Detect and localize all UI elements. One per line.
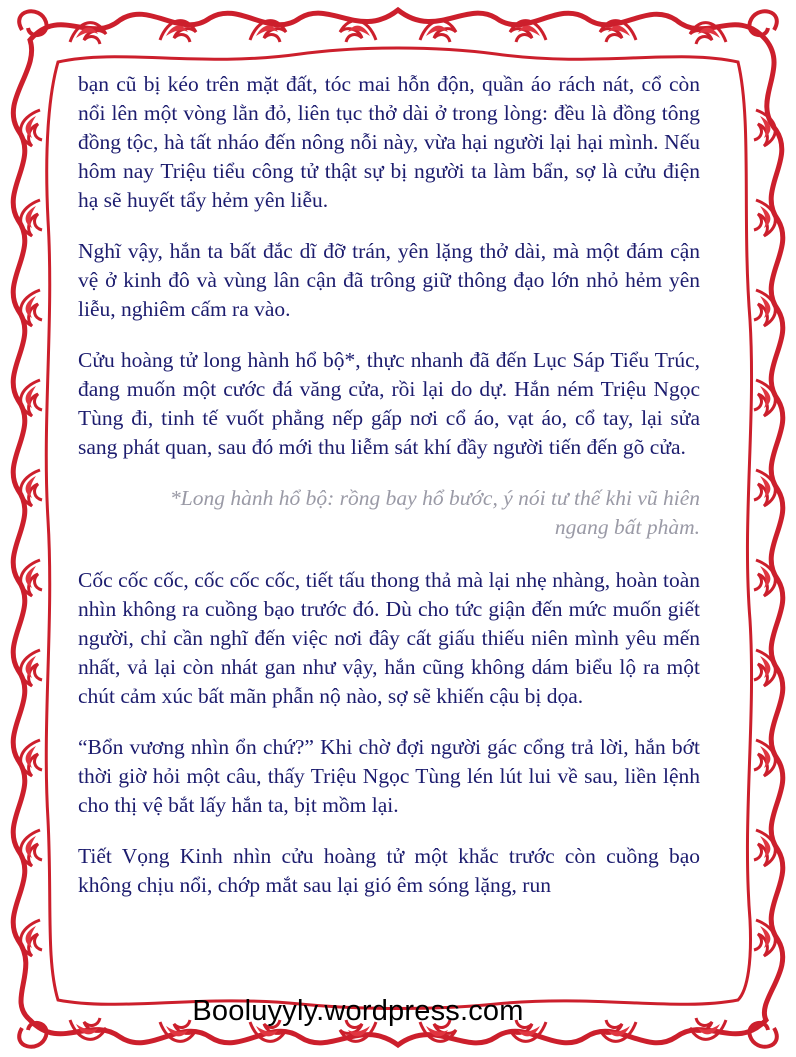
paragraph-1: bạn cũ bị kéo trên mặt đất, tóc mai hỗn độn, quần áo rách nát, cổ còn nổi lên một vòng lằn đỏ, liên tục thở dài ở trong lòng: đều là đồng tông đồng tộc, hà tất nháo đến nông nỗi này, vừa hại người lại hại mình. Nếu hôm nay Triệu tiểu công tử thật sự bị người ta làm bẩn, sợ là cửu điện hạ sẽ huyết tẩy hẻm yên liễu. <box>78 72 700 212</box>
paragraph-5: “Bổn vương nhìn ổn chứ?” Khi chờ đợi người gác cổng trả lời, hắn bớt thời giờ hỏi một câu, thấy Triệu Ngọc Tùng lén lút lui về sau, liền lệnh cho thị vệ bắt lấy hắn ta, bịt mồm lại. <box>78 735 700 817</box>
paragraph-6: Tiết Vọng Kinh nhìn cửu hoàng tử một khắc trước còn cuồng bạo không chịu nổi, chớp mắt sau lại gió êm sóng lặng, run <box>78 844 700 897</box>
watermark: Booluyyly.wordpress.com <box>192 995 524 1027</box>
paragraph-2: Nghĩ vậy, hắn ta bất đắc dĩ đỡ trán, yên lặng thở dài, mà một đám cận vệ ở kinh đô và vùng lân cận đã trông giữ thông đạo lớn nhỏ hẻm yên liễu, nghiêm cấm ra vào. <box>78 239 700 321</box>
paragraph-3: Cửu hoàng tử long hành hổ bộ*, thực nhanh đã đến Lục Sáp Tiểu Trúc, đang muốn một cước đá văng cửa, rồi lại do dự. Hắn ném Triệu Ngọc Tùng đi, tinh tế vuốt phẳng nếp gấp nơi cổ áo, vạt áo, cổ tay, lại sửa sang phát quan, sau đó mới thu liễm sát khí đầy người tiến đến gõ cửa. <box>78 348 700 459</box>
paragraph-4: Cốc cốc cốc, cốc cốc cốc, tiết tấu thong thả mà lại nhẹ nhàng, hoàn toàn nhìn không ra cuồng bạo trước đó. Dù cho tức giận đến mức muốn giết người, chỉ cần nghĩ đến việc nơi đây cất giấu thiếu niên mình yêu mến nhất, vả lại còn nhát gan như vậy, hắn cũng không dám biểu lộ ra một chút cảm xúc bất mãn phẫn nộ nào, sợ sẽ khiến cậu bị dọa. <box>78 568 700 708</box>
footnote: *Long hành hổ bộ: rồng bay hổ bước, ý nói tư thế khi vũ hiên ngang bất phàm. <box>170 486 700 539</box>
chapter-text <box>78 70 700 922</box>
